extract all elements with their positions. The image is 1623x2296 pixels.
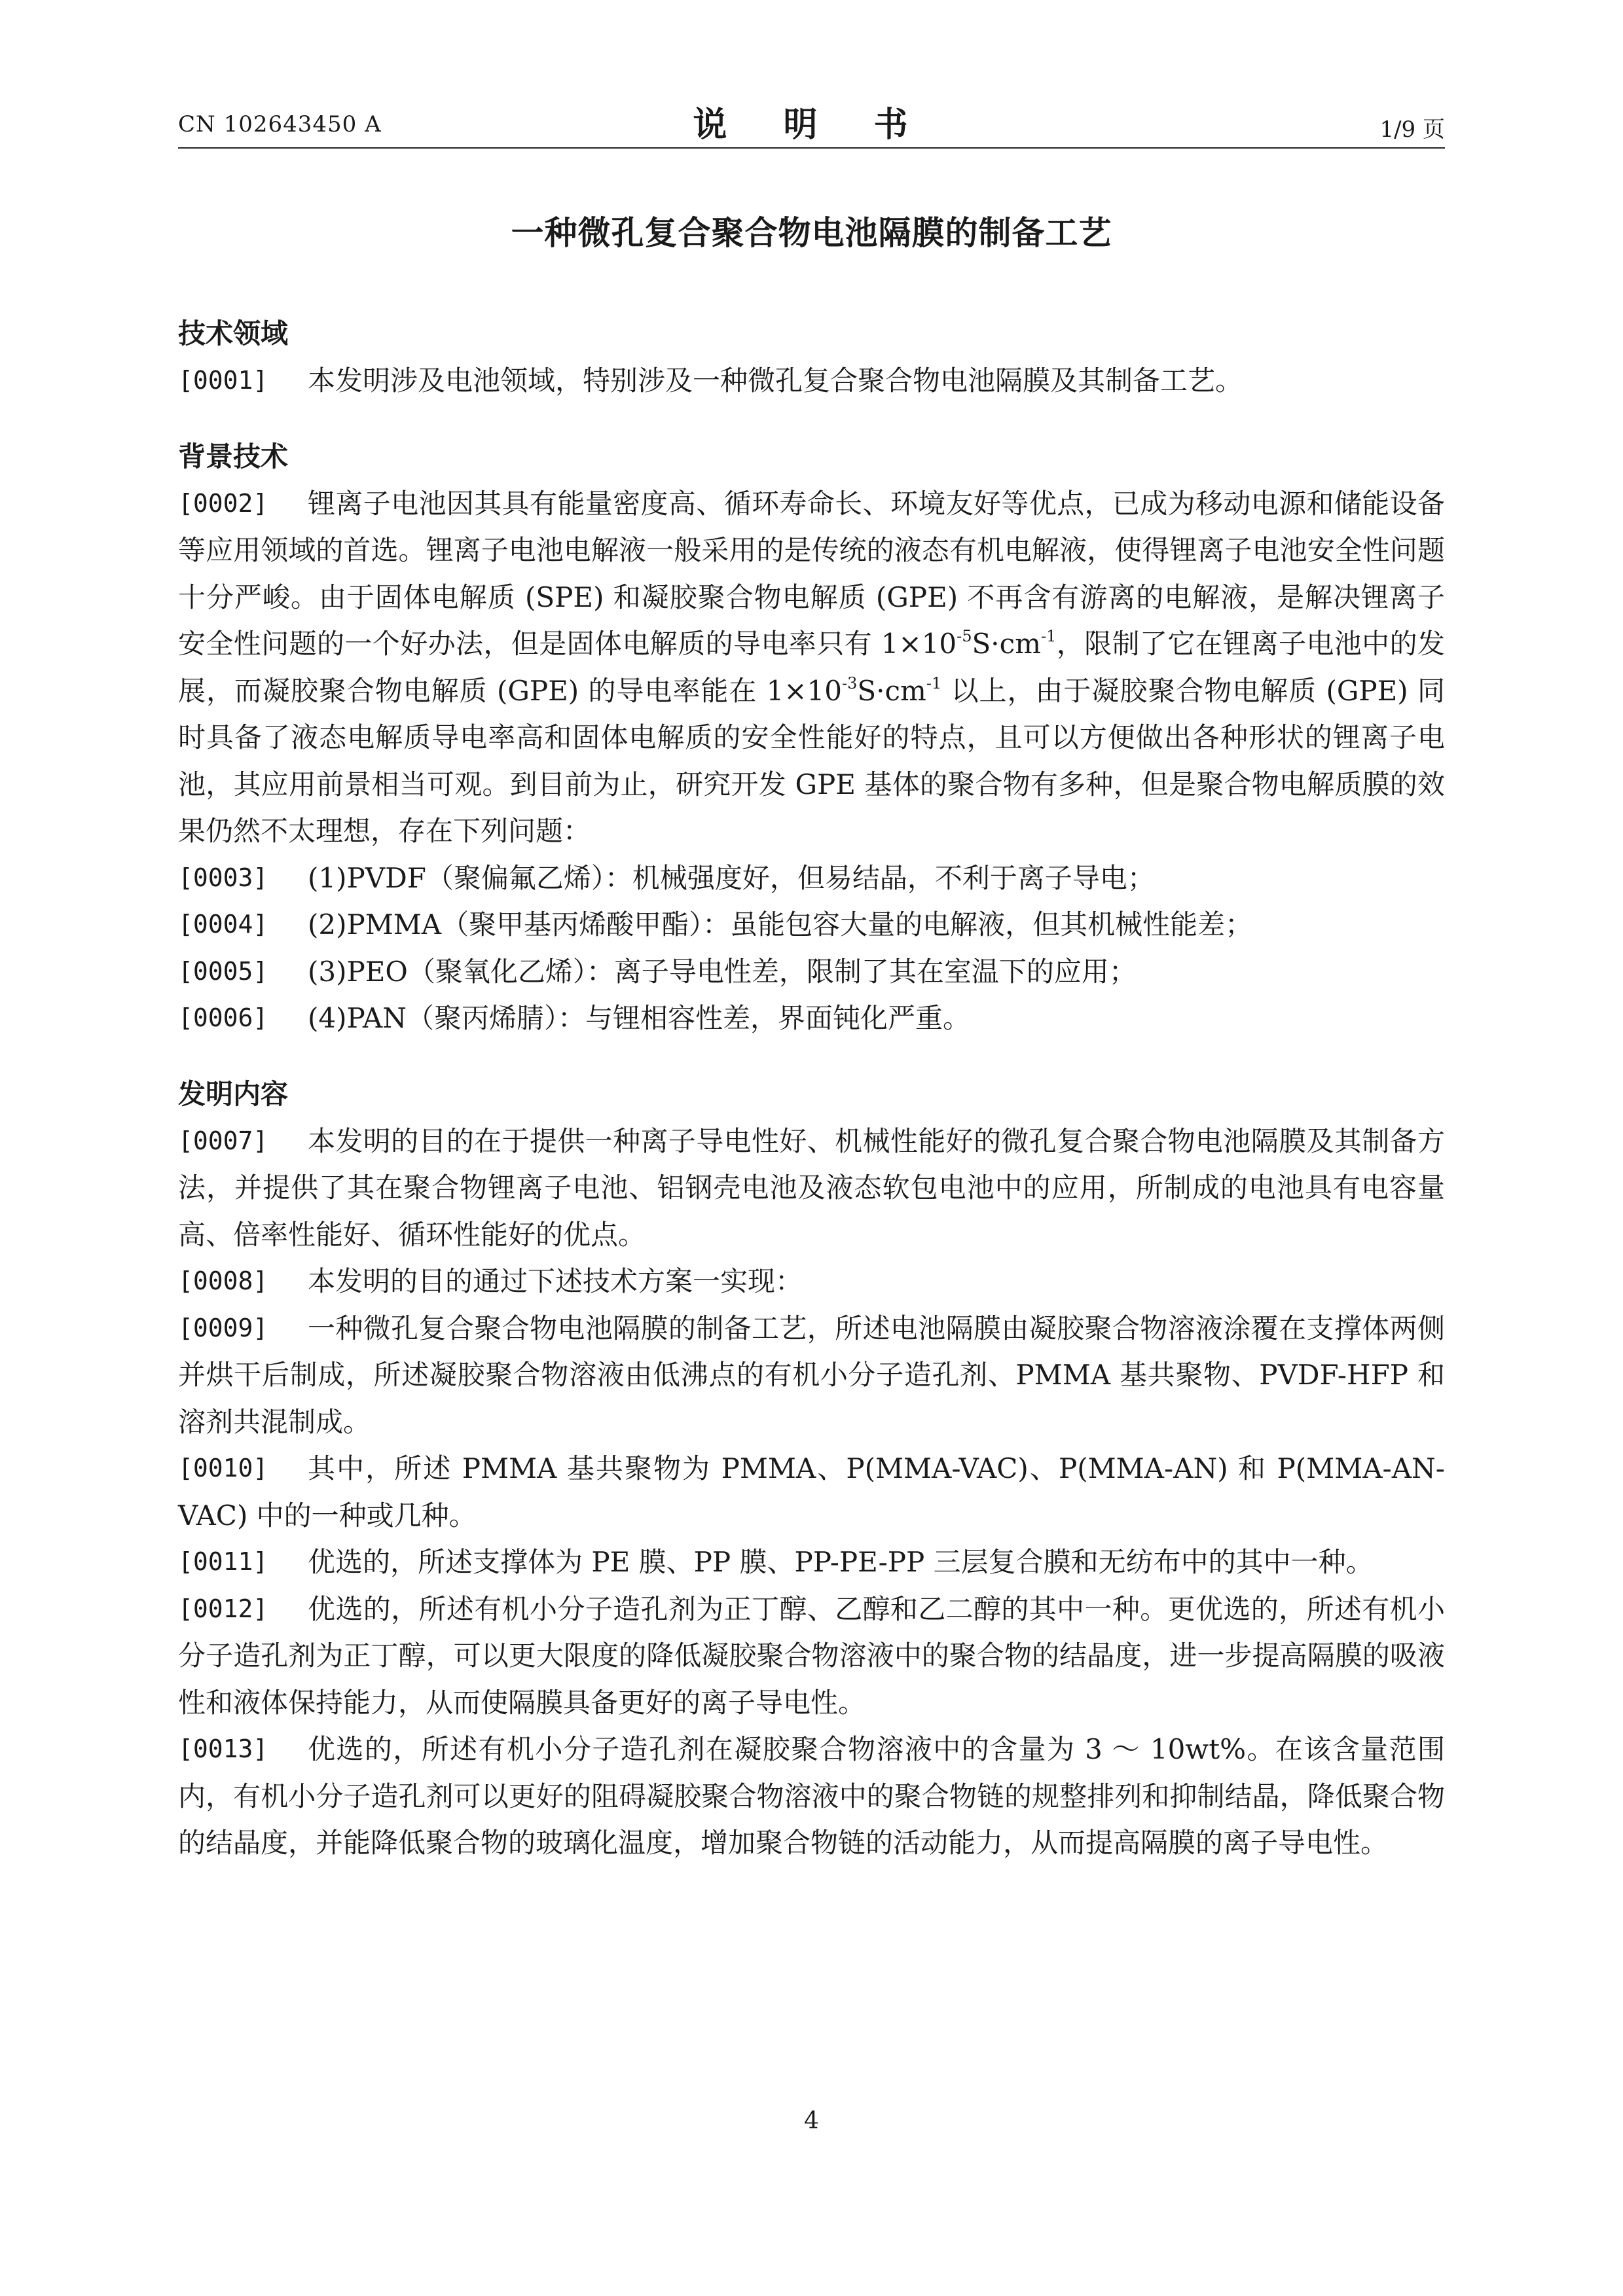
paragraph-0006 bbox=[178, 995, 1445, 1042]
section-heading-summary: 发明内容 bbox=[178, 1077, 289, 1110]
paragraph-number: [0003] bbox=[178, 863, 268, 892]
paragraph-text: 本发明的目的通过下述技术方案一实现： bbox=[308, 1265, 803, 1297]
paragraph-text-part: 锂离子电池因其具有能量密度高、循环寿命长、环境友好等优点，已成为移动电源和储能设备等应用领域的首选。锂离子电池电解液一般采用的是传统的液态有机电解液，使得锂离子电池安全性问题十分严峻。由于固体电解质 (SPE) 和凝胶聚合物电解质 (GPE) 不再含有游离的电解液，是解决锂离子安全性问题的一个好办法，但是固体电解质的导电率只有 1×10 bbox=[178, 487, 1445, 660]
document-body bbox=[178, 310, 1445, 1867]
superscript-exponent: -1 bbox=[926, 673, 942, 692]
paragraph-text: 优选的，所述支撑体为 PE 膜、PP 膜、PP-PE-PP 三层复合膜和无纺布中的其中一种。 bbox=[308, 1546, 1374, 1578]
paragraph-number: [0001] bbox=[178, 366, 268, 395]
superscript-exponent: -3 bbox=[841, 673, 858, 692]
paragraph-number: [0004] bbox=[178, 910, 268, 939]
patent-number: CN 102643450 A bbox=[178, 111, 382, 137]
paragraph-number: [0010] bbox=[178, 1454, 268, 1482]
paragraph-text-part: ，限制了它在锂离子电池中的发展，而凝胶聚合物电解质 (GPE) 的导电率能在 1×10 bbox=[178, 628, 1445, 707]
paragraph-0007 bbox=[178, 1118, 1445, 1259]
paragraph-text-part: 以上，由于凝胶聚合物电解质 (GPE) 同时具备了液态电解质导电率高和固体电解质的安全性能好的特点，且可以方便做出各种形状的锂离子电池，其应用前景相当可观。到目前为止，研究开发 GPE 基体的聚合物有多种，但是聚合物电解质膜的效果仍然不太理想，存在下列问题： bbox=[178, 674, 1446, 847]
paragraph-text: (1)PVDF（聚偏氟乙烯）：机械强度好，但易结晶，不利于离子导电； bbox=[308, 861, 1155, 894]
paragraph-text: (2)PMMA（聚甲基丙烯酸甲酯）：虽能包容大量的电解液，但其机械性能差； bbox=[308, 908, 1253, 941]
paragraph-number: [0006] bbox=[178, 1003, 268, 1032]
paragraph-text: 本发明涉及电池领域，特别涉及一种微孔复合聚合物电池隔膜及其制备工艺。 bbox=[308, 365, 1243, 397]
paragraph-number: [0008] bbox=[178, 1266, 268, 1295]
paragraph-text: 优选的，所述有机小分子造孔剂在凝胶聚合物溶液中的含量为 3 ～ 10wt%。在该含量范围内，有机小分子造孔剂可以更好的阻碍凝胶聚合物溶液中的聚合物链的规整排列和抑制结晶，降低聚合物的结晶度，并能降低聚合物的玻璃化温度，增加聚合物链的活动能力，从而提高隔膜的离子导电性。 bbox=[178, 1733, 1445, 1859]
document-title: 一种微孔复合聚合物电池隔膜的制备工艺 bbox=[511, 214, 1112, 252]
paragraph-number: [0012] bbox=[178, 1594, 268, 1623]
paragraph-text: (4)PAN（聚丙烯腈）：与锂相容性差，界面钝化严重。 bbox=[308, 1002, 970, 1034]
section-heading-tech-field: 技术领域 bbox=[178, 317, 289, 350]
paragraph-number: [0011] bbox=[178, 1547, 268, 1576]
paragraph-text: 优选的，所述有机小分子造孔剂为正丁醇、乙醇和乙二醇的其中一种。更优选的，所述有机小分子造孔剂为正丁醇，可以更大限度的降低凝胶聚合物溶液中的聚合物的结晶度，进一步提高隔膜的吸液性和液体保持能力，从而使隔膜具备更好的离子导电性。 bbox=[178, 1592, 1445, 1719]
paragraph-number: [0007] bbox=[178, 1126, 268, 1155]
paragraph-text: 其中，所述 PMMA 基共聚物为 PMMA、P(MMA-VAC)、P(MMA-AN) 和 P(MMA-AN-VAC) 中的一种或几种。 bbox=[178, 1452, 1445, 1532]
paragraph-0002 bbox=[178, 480, 1445, 855]
header-divider bbox=[178, 147, 1445, 149]
paragraph-0011 bbox=[178, 1539, 1445, 1586]
page-indicator: 1/9 页 bbox=[1379, 117, 1445, 143]
paragraph-0013 bbox=[178, 1726, 1445, 1867]
paragraph-number: [0013] bbox=[178, 1734, 268, 1763]
paragraph-0010 bbox=[178, 1445, 1445, 1539]
paragraph-text: (3)PEO（聚氧化乙烯）：离子导电性差，限制了其在室温下的应用； bbox=[308, 955, 1137, 988]
page-header bbox=[178, 97, 1445, 149]
page-number: 4 bbox=[804, 2108, 819, 2134]
paragraph-0003 bbox=[178, 855, 1445, 902]
paragraph-0012 bbox=[178, 1586, 1445, 1727]
paragraph-text: 本发明的目的在于提供一种离子导电性好、机械性能好的微孔复合聚合物电池隔膜及其制备方法，并提供了其在聚合物锂离子电池、铝钢壳电池及液态软包电池中的应用，所制成的电池具有电容量高、倍率性能好、循环性能好的优点。 bbox=[178, 1124, 1445, 1251]
unit-text: S·cm bbox=[857, 674, 926, 707]
paragraph-number: [0009] bbox=[178, 1313, 268, 1342]
paragraph-number: [0002] bbox=[178, 488, 268, 518]
document-type-heading: 说 明 书 bbox=[693, 105, 930, 145]
paragraph-0008 bbox=[178, 1258, 1445, 1305]
superscript-exponent: -5 bbox=[957, 627, 972, 645]
paragraph-text: 一种微孔复合聚合物电池隔膜的制备工艺，所述电池隔膜由凝胶聚合物溶液涂覆在支撑体两侧并烘干后制成，所述凝胶聚合物溶液由低沸点的有机小分子造孔剂、PMMA 基共聚物、PVDF-HFP 和溶剂共混制成。 bbox=[178, 1312, 1445, 1438]
section-heading-background: 背景技术 bbox=[178, 440, 289, 473]
paragraph-0004 bbox=[178, 901, 1445, 948]
paragraph-0009 bbox=[178, 1305, 1445, 1446]
superscript-exponent: -1 bbox=[1040, 627, 1057, 645]
paragraph-0005 bbox=[178, 948, 1445, 996]
paragraph-0001 bbox=[178, 357, 1445, 404]
unit-text: S·cm bbox=[972, 628, 1041, 660]
paragraph-number: [0005] bbox=[178, 956, 268, 986]
